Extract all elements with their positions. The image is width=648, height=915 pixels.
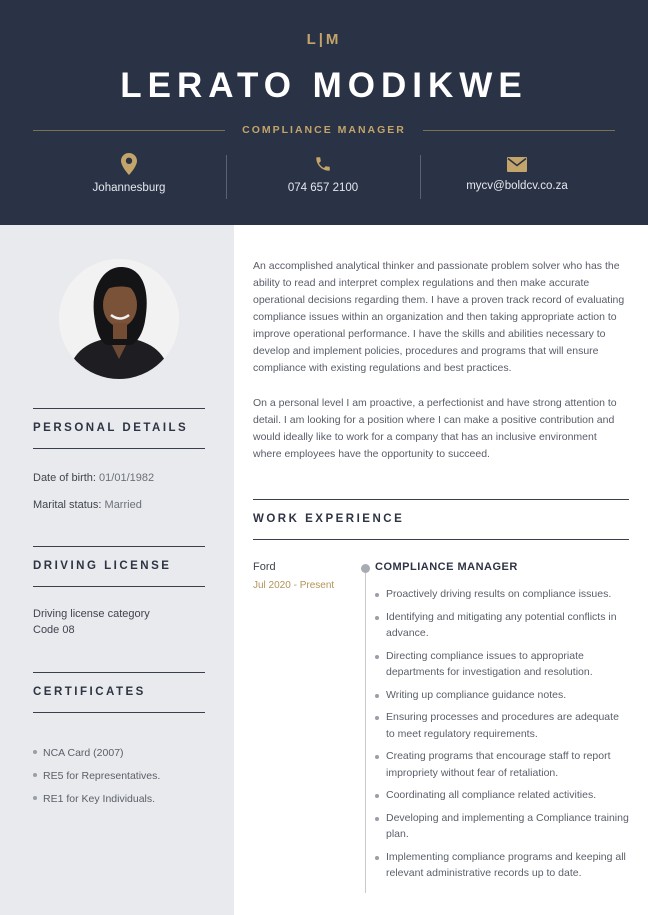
header-banner xyxy=(0,0,648,225)
summary-paragraph: An accomplished analytical thinker and passionate problem solver who has the ability to read and interpret complex regulations and then make accurate operational decisions regarding them. I have a proven track record of evaluating compliance issues within an organization and then taking appropriate action to improve operational performance. I have the skills and abilities necessary to develop and implement policies, procedures and programs that will ensure compliance with existing regulations and best practices. xyxy=(253,260,625,374)
phone-icon xyxy=(226,152,420,176)
duty-item: Developing and implementing a Compliance training plan. xyxy=(375,810,630,843)
monogram: L|M xyxy=(306,31,342,48)
section-divider xyxy=(33,408,205,409)
contact-email xyxy=(420,152,614,202)
contact-phone xyxy=(226,152,420,202)
section-divider xyxy=(33,586,205,587)
duty-item: Identifying and mitigating any potential conflicts in advance. xyxy=(375,609,630,642)
location-text: Johannesburg xyxy=(92,182,166,194)
profile-photo xyxy=(59,259,179,379)
section-divider xyxy=(33,546,205,547)
personal-paragraph: On a personal level I am proactive, a perfectionist and have strong attention to detail. I am looking for a position where I can make a positive contribution and would ideally like to work for a company that has an inclusive environment where employees have the opportunity to succeed. xyxy=(253,397,617,460)
certificate-item: RE5 for Representatives. xyxy=(33,770,160,782)
company-name: Ford xyxy=(253,561,276,573)
duty-item: Proactively driving results on compliance issues. xyxy=(375,586,630,603)
personal-details-heading: PERSONAL DETAILS xyxy=(33,422,189,434)
title-divider-right xyxy=(423,130,615,131)
section-divider xyxy=(33,712,205,713)
contact-location xyxy=(32,152,226,202)
section-divider xyxy=(33,448,205,449)
duty-item: Creating programs that encourage staff to report impropriety without fear of retaliation. xyxy=(375,748,630,781)
duty-item: Coordinating all compliance related activities. xyxy=(375,787,630,804)
dob-label: Date of birth: xyxy=(33,472,96,484)
work-experience-heading: WORK EXPERIENCE xyxy=(253,513,405,525)
driving-license-heading: DRIVING LICENSE xyxy=(33,560,172,572)
duty-item: Ensuring processes and procedures are adequate to meet regulatory requirements. xyxy=(375,709,630,742)
certificate-item: NCA Card (2007) xyxy=(33,747,124,759)
marital-value: Married xyxy=(104,499,142,511)
marital-row xyxy=(33,499,142,511)
dob-row xyxy=(33,472,154,484)
license-category-label: Driving license category xyxy=(33,608,150,620)
timeline-dot xyxy=(361,564,370,573)
duties-list xyxy=(375,586,630,888)
section-divider xyxy=(253,539,629,540)
job-title-row xyxy=(33,122,615,138)
section-divider xyxy=(253,499,629,500)
job-title: COMPLIANCE MANAGER xyxy=(242,124,406,136)
phone-text: 074 657 2100 xyxy=(287,182,359,194)
map-pin-icon xyxy=(32,152,226,176)
duty-item: Writing up compliance guidance notes. xyxy=(375,687,630,704)
section-divider xyxy=(33,672,205,673)
certificates-heading: CERTIFICATES xyxy=(33,686,146,698)
license-category-value: Code 08 xyxy=(33,624,75,636)
duty-item: Implementing compliance programs and keeping all relevant administrative records up to date. xyxy=(375,849,630,882)
email-text: mycv@boldcv.co.za xyxy=(466,180,568,192)
dob-value: 01/01/1982 xyxy=(99,472,155,484)
timeline-line xyxy=(365,568,366,893)
marital-label: Marital status: xyxy=(33,499,102,511)
certificate-item: RE1 for Key Individuals. xyxy=(33,793,155,805)
candidate-name: LERATO MODIKWE xyxy=(120,66,528,105)
duty-item: Directing compliance issues to appropriate departments for investigation and resolution. xyxy=(375,648,630,681)
role-title: COMPLIANCE MANAGER xyxy=(375,561,518,573)
employment-dates: Jul 2020 - Present xyxy=(253,580,335,591)
envelope-icon xyxy=(420,152,614,176)
